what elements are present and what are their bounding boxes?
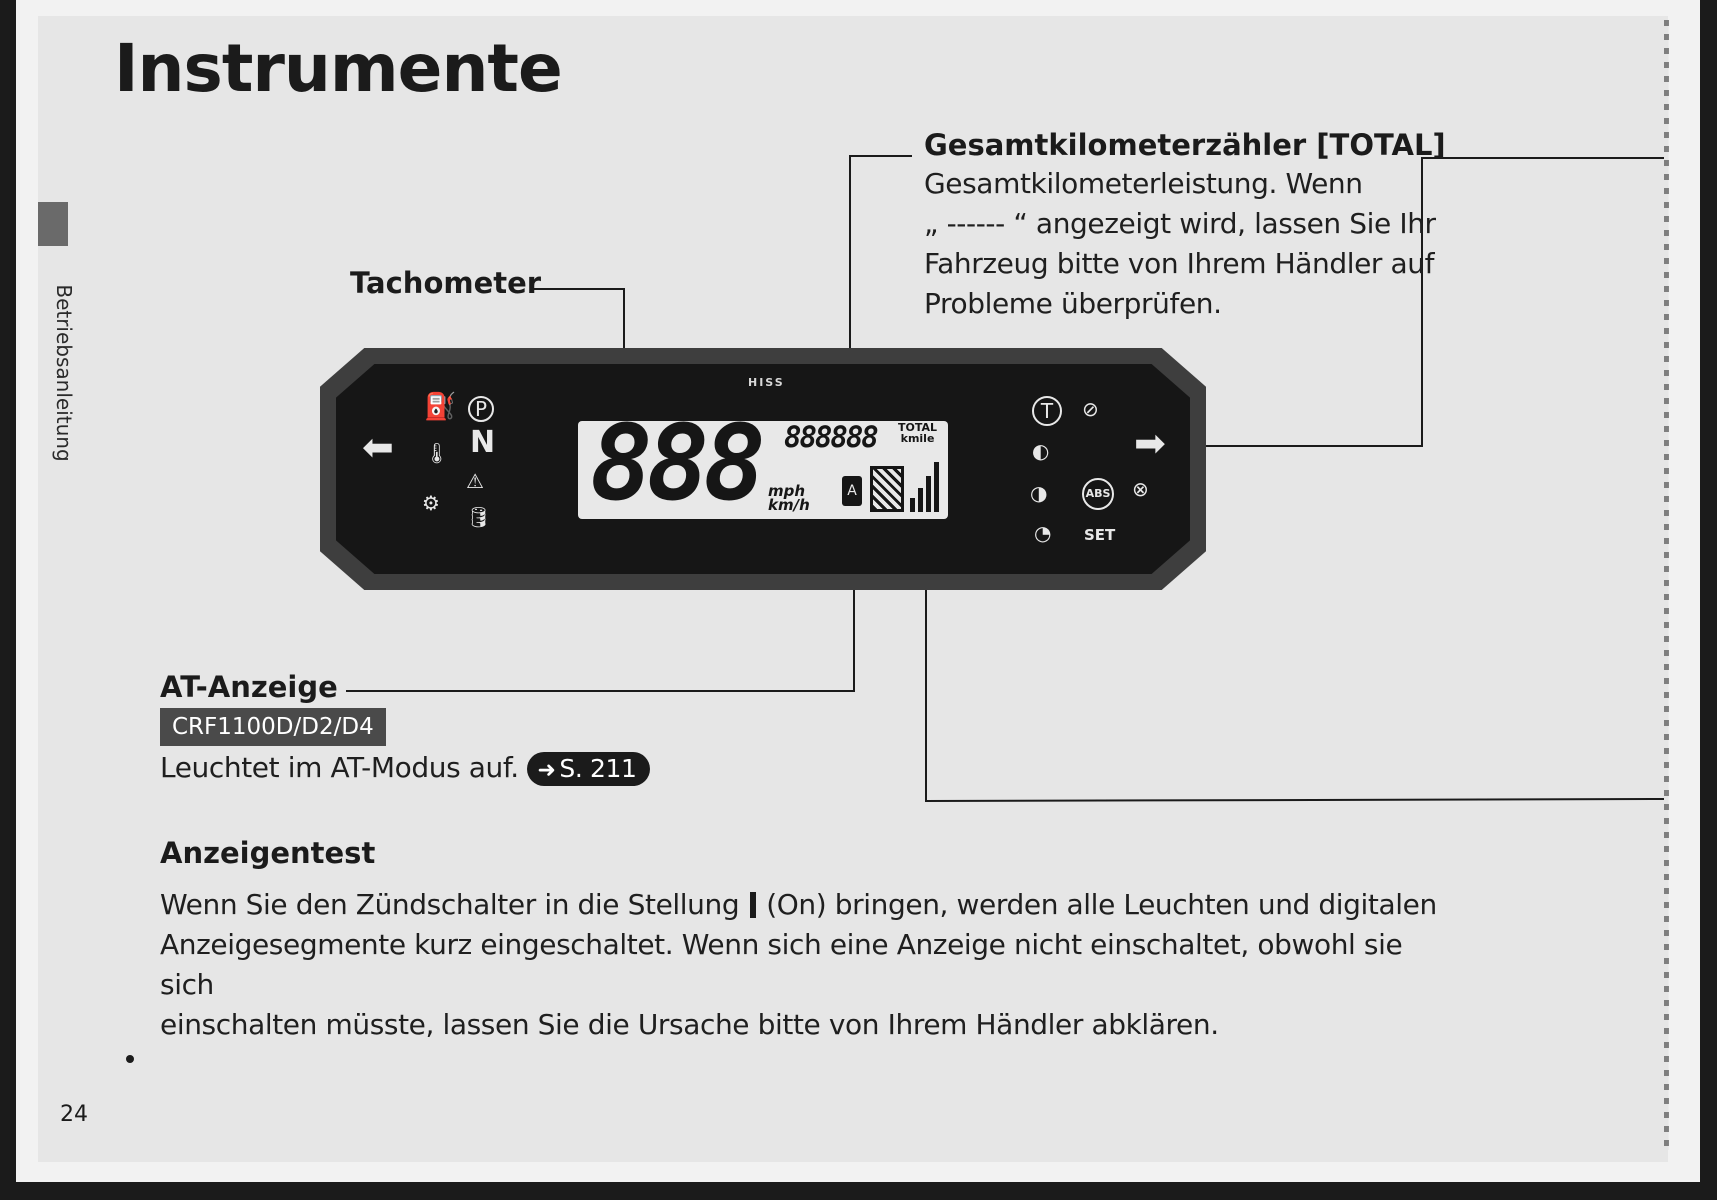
side-section-label: Betriebsanleitung	[52, 284, 76, 462]
fuel-icon: ⛽	[424, 392, 457, 422]
tachometer-label: Tachometer	[350, 266, 542, 300]
gear-position-segment	[870, 466, 904, 512]
description-line: Gesamtkilometerleistung. Wenn	[924, 167, 1363, 200]
level-bars	[910, 460, 944, 512]
odometer-digits: 888888	[784, 420, 877, 454]
service-warning-icon: ⚠	[466, 469, 484, 493]
speedometer-digits: 888	[590, 402, 760, 524]
left-turn-signal-icon: ⬅	[362, 425, 394, 469]
traction-control-off-icon: ⊘	[1082, 397, 1099, 421]
neutral-indicator: N	[470, 425, 496, 460]
total-odometer-description	[924, 164, 1444, 324]
page-reference-link[interactable]	[527, 752, 650, 786]
speed-unit-tag	[768, 484, 810, 512]
right-turn-signal-icon: ➡	[1134, 421, 1166, 465]
oil-pressure-icon: 🛢	[466, 505, 492, 529]
at-description-text: Leuchtet im AT-Modus auf.	[160, 751, 519, 784]
level-bar	[926, 476, 931, 512]
ignition-on-symbol	[750, 892, 756, 918]
body-line-start: Wenn Sie den Zündschalter in die Stellung	[160, 888, 740, 921]
odometer-mode-tag	[898, 422, 937, 444]
model-badge: CRF1100D/D2/D4	[160, 708, 386, 746]
level-bar	[910, 498, 915, 512]
scan-dot	[126, 1055, 134, 1063]
total-tag-text: TOTAL	[898, 421, 938, 434]
traction-control-icon: T	[1032, 396, 1062, 426]
odo-unit-text: kmile	[900, 432, 935, 445]
high-beam-icon: ◐	[1032, 439, 1050, 463]
cruise-control-icon: ◔	[1034, 521, 1052, 545]
description-line: Probleme überprüfen.	[924, 287, 1222, 320]
body-line: einschalten müsste, lassen Sie die Ursache bitte von Ihrem Händler abklären.	[160, 1008, 1219, 1041]
level-bar	[918, 488, 923, 512]
page-title: Instrumente	[114, 30, 562, 107]
rear-abs-off-icon: ⊗	[1132, 477, 1149, 501]
coolant-temperature-icon: 🌡	[424, 441, 450, 465]
engine-check-icon: ⚙	[422, 491, 440, 515]
body-line	[160, 885, 1460, 925]
parking-brake-icon: P	[468, 396, 494, 422]
cruise-set-indicator: SET	[1084, 526, 1116, 544]
display-test-heading: Anzeigentest	[160, 836, 376, 870]
body-line: Anzeigesegmente kurz eingeschaltet. Wenn sich eine Anzeige nicht einschaltet, obwohl sie sich	[160, 928, 1403, 1001]
hiss-label: HISS	[748, 376, 785, 389]
page-number: 24	[60, 1102, 88, 1127]
speed-unit-kmh: km/h	[768, 496, 810, 514]
total-odometer-label: Gesamtkilometerzähler [TOTAL]	[924, 128, 1446, 162]
description-line: Fahrzeug bitte von Ihrem Händler auf	[924, 247, 1435, 280]
abs-icon: ABS	[1082, 478, 1114, 510]
arrow-right-icon: ➜	[537, 758, 556, 783]
body-line-end: (On) bringen, werden alle Leuchten und digitalen	[766, 888, 1437, 921]
at-indicator-label: AT-Anzeige	[160, 670, 338, 704]
description-line: „ ------ “ angezeigt wird, lassen Sie Ihr	[924, 207, 1436, 240]
at-mode-indicator: A	[842, 476, 862, 506]
speed-unit-mph: mph	[768, 482, 806, 500]
level-bar	[934, 462, 939, 512]
at-description	[160, 748, 650, 788]
page-reference-text: S. 211	[559, 754, 637, 783]
display-test-body	[160, 885, 1460, 1045]
headlight-icon: ◑	[1030, 481, 1048, 505]
